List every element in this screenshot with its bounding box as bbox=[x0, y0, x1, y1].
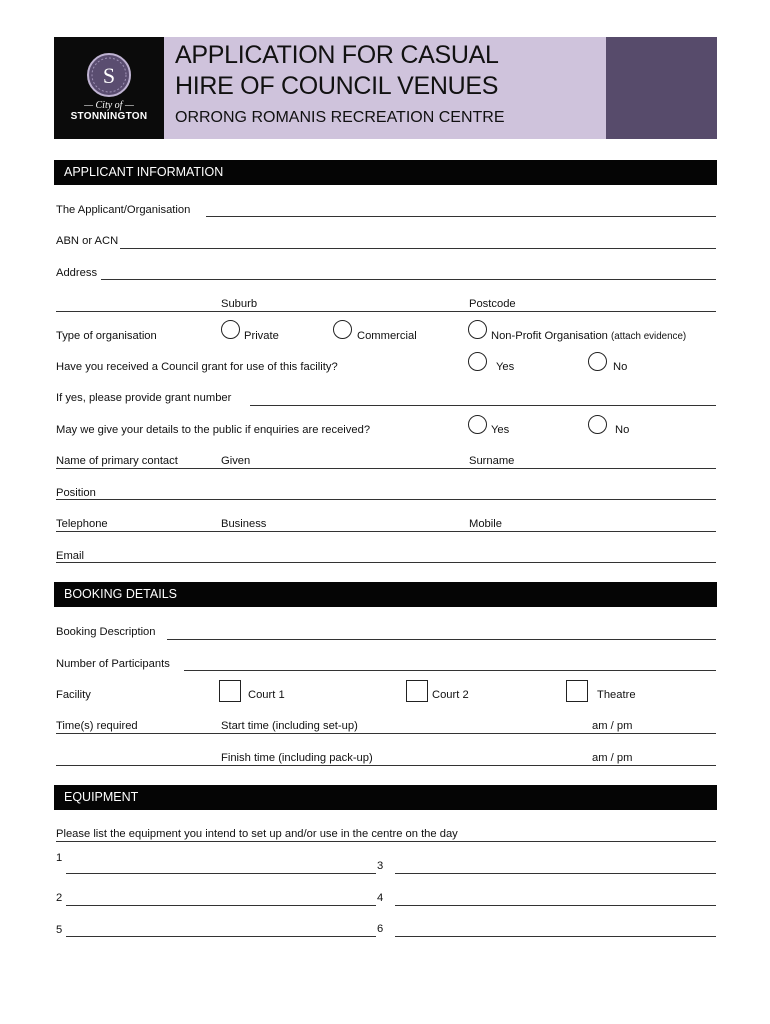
start-time-label: Start time (including set-up) bbox=[221, 720, 358, 732]
grant-number-label: If yes, please provide grant number bbox=[56, 392, 232, 404]
emblem-letter: S bbox=[102, 63, 116, 88]
header-accent-band bbox=[606, 37, 717, 139]
logo-city-of: — City of — bbox=[84, 100, 134, 111]
address-label: Address bbox=[56, 267, 98, 279]
business-label: Business bbox=[221, 518, 267, 530]
finish-time-label: Finish time (including pack-up) bbox=[221, 752, 373, 764]
nonprofit-label bbox=[491, 330, 686, 343]
logo-name: STONNINGTON bbox=[70, 111, 148, 122]
council-emblem-icon bbox=[86, 52, 132, 98]
start-ampm-label: am / pm bbox=[592, 720, 633, 732]
abn-field[interactable] bbox=[120, 248, 716, 249]
public-no-label: No bbox=[615, 424, 630, 436]
grant-no-label: No bbox=[613, 361, 628, 373]
equipment-number-1: 1 bbox=[56, 852, 63, 864]
public-yes-radio[interactable] bbox=[468, 415, 487, 434]
nonprofit-note: (attach evidence) bbox=[611, 331, 687, 342]
title-line-1: APPLICATION FOR CASUAL bbox=[175, 41, 499, 69]
equipment-number-3: 3 bbox=[377, 860, 384, 872]
equipment-number-4: 4 bbox=[377, 892, 384, 904]
equipment-field-2[interactable] bbox=[66, 905, 376, 906]
theatre-checkbox[interactable] bbox=[566, 680, 588, 702]
court2-label: Court 2 bbox=[432, 689, 469, 701]
court1-checkbox[interactable] bbox=[219, 680, 241, 702]
theatre-label: Theatre bbox=[597, 689, 636, 701]
equipment-field-5[interactable] bbox=[66, 936, 376, 937]
public-question-label: May we give your details to the public if enquiries are received? bbox=[56, 424, 371, 436]
title-line-2: HIRE OF COUNCIL VENUES bbox=[175, 72, 499, 100]
times-required-label: Time(s) required bbox=[56, 720, 138, 732]
email-label: Email bbox=[56, 550, 84, 562]
section-applicant-heading: APPLICANT INFORMATION bbox=[54, 160, 717, 185]
email-field[interactable] bbox=[56, 562, 716, 563]
equipment-number-6: 6 bbox=[377, 923, 384, 935]
page-title bbox=[175, 40, 499, 102]
section-equipment-heading: EQUIPMENT bbox=[54, 785, 717, 810]
equipment-instruction-label: Please list the equipment you intend to set up and/or use in the centre on the day bbox=[56, 828, 458, 840]
booking-description-label: Booking Description bbox=[56, 626, 156, 638]
mobile-label: Mobile bbox=[469, 518, 502, 530]
public-yes-label: Yes bbox=[491, 424, 510, 436]
nonprofit-radio[interactable] bbox=[468, 320, 487, 339]
postcode-label: Postcode bbox=[469, 298, 516, 310]
private-radio[interactable] bbox=[221, 320, 240, 339]
venue-subtitle: ORRONG ROMANIS RECREATION CENTRE bbox=[175, 109, 505, 126]
grant-number-field[interactable] bbox=[250, 405, 716, 406]
position-field[interactable] bbox=[56, 499, 716, 500]
given-label: Given bbox=[221, 455, 251, 467]
equipment-instruction-field[interactable] bbox=[56, 841, 716, 842]
booking-description-field[interactable] bbox=[167, 639, 716, 640]
participants-field[interactable] bbox=[184, 670, 716, 671]
equipment-field-6[interactable] bbox=[395, 936, 716, 937]
facility-label: Facility bbox=[56, 689, 91, 701]
section-booking-heading: BOOKING DETAILS bbox=[54, 582, 717, 607]
private-label: Private bbox=[244, 330, 279, 342]
nonprofit-text: Non-Profit Organisation bbox=[491, 330, 608, 342]
equipment-field-3[interactable] bbox=[395, 873, 716, 874]
equipment-field-4[interactable] bbox=[395, 905, 716, 906]
grant-yes-radio[interactable] bbox=[468, 352, 487, 371]
grant-question-label: Have you received a Council grant for use of this facility? bbox=[56, 361, 338, 373]
commercial-radio[interactable] bbox=[333, 320, 352, 339]
participants-label: Number of Participants bbox=[56, 658, 170, 670]
public-no-radio[interactable] bbox=[588, 415, 607, 434]
position-label: Position bbox=[56, 487, 96, 499]
telephone-field[interactable] bbox=[56, 531, 716, 532]
primary-contact-label: Name of primary contact bbox=[56, 455, 178, 467]
grant-no-radio[interactable] bbox=[588, 352, 607, 371]
suburb-postcode-field[interactable] bbox=[56, 311, 716, 312]
primary-contact-field[interactable] bbox=[56, 468, 716, 469]
equipment-number-2: 2 bbox=[56, 892, 63, 904]
court2-checkbox[interactable] bbox=[406, 680, 428, 702]
commercial-label: Commercial bbox=[357, 330, 417, 342]
finish-ampm-label: am / pm bbox=[592, 752, 633, 764]
applicant-org-field[interactable] bbox=[206, 216, 716, 217]
surname-label: Surname bbox=[469, 455, 515, 467]
org-type-label: Type of organisation bbox=[56, 330, 157, 342]
court1-label: Court 1 bbox=[248, 689, 285, 701]
telephone-label: Telephone bbox=[56, 518, 108, 530]
equipment-number-5: 5 bbox=[56, 924, 63, 936]
equipment-field-1[interactable] bbox=[66, 873, 376, 874]
grant-yes-label: Yes bbox=[496, 361, 515, 373]
start-time-field[interactable] bbox=[56, 733, 716, 734]
address-field[interactable] bbox=[101, 279, 716, 280]
suburb-label: Suburb bbox=[221, 298, 258, 310]
abn-label: ABN or ACN bbox=[56, 235, 119, 247]
finish-time-field[interactable] bbox=[56, 765, 716, 766]
applicant-org-label: The Applicant/Organisation bbox=[56, 204, 191, 216]
